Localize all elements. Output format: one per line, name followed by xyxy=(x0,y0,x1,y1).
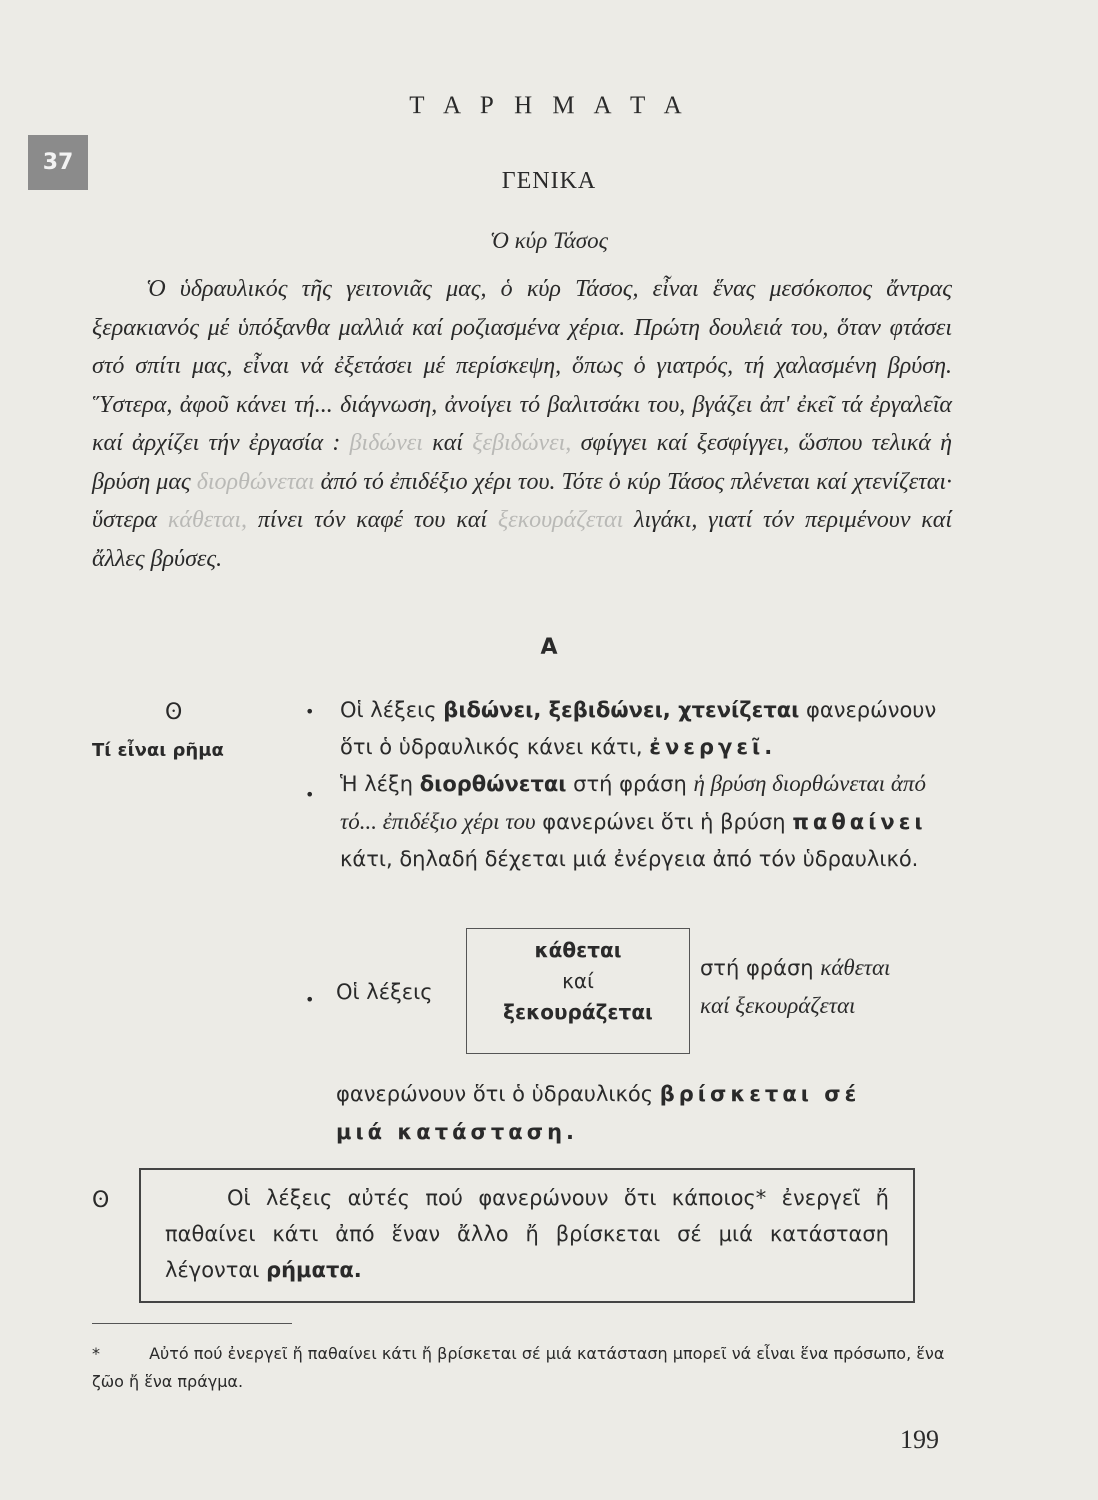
margin-label: Τί εἶναι ρῆμα xyxy=(92,740,224,761)
story-text xyxy=(92,270,952,578)
footnote xyxy=(92,1340,962,1396)
text: Ἡ λέξη xyxy=(340,772,414,796)
italic-word: κάθεται xyxy=(820,955,891,980)
definition-term: ρήματα. xyxy=(266,1258,362,1282)
highlight-box xyxy=(466,928,690,1054)
bullet-3-side-2: καί ξεκουράζεται xyxy=(700,993,856,1018)
box-conjunction: καί xyxy=(562,969,594,993)
spaced-word: παθαίνει xyxy=(792,810,927,834)
footnote-mark: * xyxy=(92,1344,100,1363)
section-letter: Α xyxy=(540,635,558,660)
page-number: 199 xyxy=(900,1425,939,1454)
faint-word: βιδώνει xyxy=(349,430,423,456)
bullet-icon: • xyxy=(305,990,315,1009)
story-sentence: καί xyxy=(432,430,463,456)
definition-box xyxy=(139,1168,915,1303)
chapter-tab: 37 xyxy=(28,135,88,190)
text: φανερώνουν ὅτι ὁ ὑδραυλικός κάνει κάτι, xyxy=(340,698,937,759)
spaced-words: μιά κατάσταση. xyxy=(336,1120,579,1144)
faint-word: κάθεται, xyxy=(167,507,248,533)
text: κάτι, δηλαδή δέχεται μιά ἐνέργεια ἀπό τόν ὑδραυλικό. xyxy=(340,847,919,871)
bullet-3-side-1 xyxy=(700,955,890,981)
text: στή φράση xyxy=(573,772,687,796)
bold-word: διορθώνεται xyxy=(419,772,567,796)
box-word: ξεκουράζεται xyxy=(503,1000,653,1024)
bullet-3-continuation xyxy=(336,1075,956,1151)
italic-phrase: ἡ βρύση διορθώνεται ἀπό τό... ἐπιδέξιο χέρι του xyxy=(340,771,926,834)
story-sentence: Ὁ ὑδραυλικός τῆς γειτονιᾶς μας, ὁ κύρ Τάσος, εἶναι ἕνας μεσόκοπος ἄντρας ξερακιανός μέ ὑπόξανθα μαλλιά καί ροζιασμένα χέρια. Πρώτη δουλειά του, ὅταν φτάσει στό σπίτι μας, εἶναι νά ἐξετάσει μέ περίσκεψη, ὅπως ὁ γιατρός, τή χαλασμένη βρύση. Ὕστερα, ἀφοῦ κάνει τή... διάγνωση, ἀνοίγει τό βαλιτσάκι του, βγάζει ἀπ' ἐκεῖ τά ἐργαλεῖα καί ἀρχίζει τήν ἐργασία : xyxy=(92,276,952,456)
text: φανερώνουν ὅτι ὁ ὑδραυλικός xyxy=(336,1082,654,1106)
text: Οἱ λέξεις xyxy=(340,698,437,722)
faint-word: ξεβιδώνει, xyxy=(472,430,572,456)
spaced-word: ἐνεργεῖ. xyxy=(649,735,777,759)
footnote-text: Αὐτό πού ἐνεργεῖ ἤ παθαίνει κάτι ἤ βρίσκεται σέ μιά κατάσταση μπορεῖ νά εἶναι ἕνα πρόσωπο, ἕνα ζῶο ἤ ἕνα πράγμα. xyxy=(92,1344,945,1391)
bullet-3-lead: Οἱ λέξεις xyxy=(336,980,433,1004)
text: στή φράση xyxy=(700,956,814,980)
story-sentence: σφίγγει καί ξεσφίγγει, ὥσπου τελικά ἡ βρύση μας xyxy=(92,430,953,495)
story-sentence: λιγάκι, γιατί τόν περιμένουν καί ἄλλες βρύσες. xyxy=(92,507,953,572)
observe-symbol-icon: ʘ xyxy=(92,1188,110,1213)
footnote-divider xyxy=(92,1323,292,1324)
box-word: κάθεται xyxy=(534,938,622,962)
faint-word: ξεκουράζεται xyxy=(497,507,624,533)
page-subtitle: ΓΕΝΙΚΑ xyxy=(501,168,597,194)
bullet-icon: • xyxy=(305,785,315,804)
bullet-paragraph-2 xyxy=(340,765,955,878)
story-sentence: πίνει τόν καφέ του καί xyxy=(257,507,488,533)
bullet-paragraph-1 xyxy=(340,692,955,766)
text: φανερώνει ὅτι ἡ βρύση xyxy=(542,810,786,834)
story-sentence: ἀπό τό ἐπιδέξιο χέρι του. Τότε ὁ κύρ Τάσος πλένεται καί χτενίζεται· ὕστερα xyxy=(92,468,953,533)
bold-words: βιδώνει, ξεβιδώνει, χτενίζεται xyxy=(443,698,800,722)
faint-word: διορθώνεται xyxy=(196,468,315,495)
definition-text: Οἱ λέξεις αὐτές πού φανερώνουν ὅτι κάποιος* ἐνεργεῖ ἤ παθαίνει κάτι ἀπό ἕναν ἄλλο ἤ βρίσκεται σέ μιά κατάσταση λέγονται xyxy=(165,1186,889,1282)
page-title: Τ Α Ρ Η Μ Α Τ Α xyxy=(409,92,689,119)
spaced-words: βρίσκεται σέ xyxy=(659,1082,861,1106)
observe-symbol-icon: ʘ xyxy=(165,700,183,725)
story-title: Ὁ κύρ Τάσος xyxy=(490,228,608,253)
bullet-icon: • xyxy=(305,702,315,721)
